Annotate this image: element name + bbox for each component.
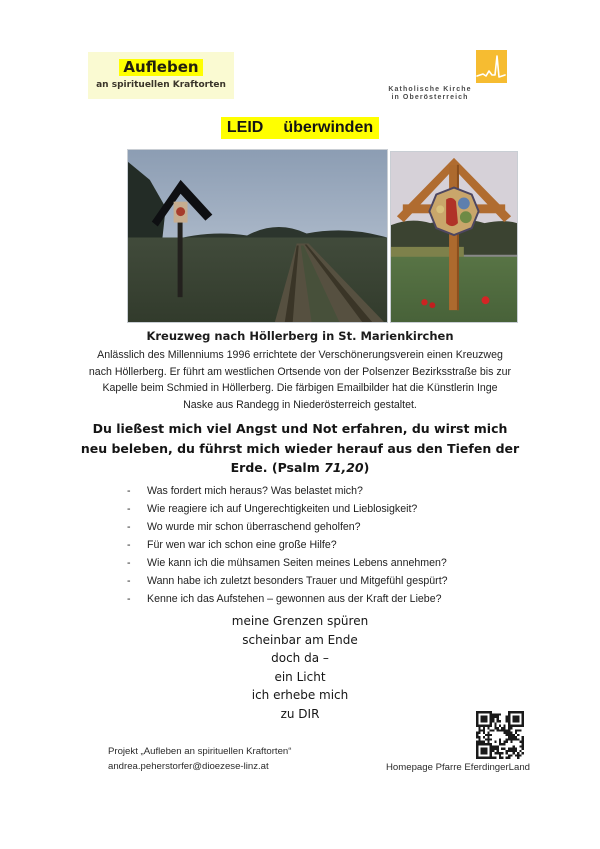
church-logo-icon <box>476 50 507 83</box>
psalm-ref-label: (Psalm <box>271 460 325 475</box>
title-word-2: überwinden <box>283 119 374 136</box>
poem-line: zu DIR <box>280 706 320 721</box>
question-item: - Wann habe ich zuletzt besonders Trauer und Mitgefühl gespürt? <box>125 572 515 590</box>
question-item: - Was fordert mich heraus? Was belastet mich? <box>125 482 515 500</box>
psalm-quote <box>78 419 522 478</box>
brand-subtitle: an spirituellen Kraftorten <box>96 80 226 90</box>
brand-title: Aufleben <box>119 59 202 76</box>
question-item: - Kenne ich das Aufstehen – gewonnen aus der Kraft der Liebe? <box>125 590 515 608</box>
title-word-1: LEID <box>226 119 264 136</box>
church-logo-line2: in Oberösterreich <box>391 94 469 101</box>
photo-wayside-cross <box>390 151 518 323</box>
intro-paragraph: Anlässlich des Millenniums 1996 errichtete der Verschönerungsverein einen Kreuzweg nach Höllerberg. Er führt am westlichen Ortsende von der Polsenzer Bezirksstraße bis zur Kapelle beim Schmied in Höllerberg. Die färbigen Emailbilder hat die Künstlerin Inge Naske aus Randegg in Niederösterreich gestaltet. <box>88 349 512 411</box>
page-title-highlight <box>221 117 379 139</box>
qr-code-icon <box>476 711 524 759</box>
footer-project-block <box>108 744 291 774</box>
question-item: - Für wen war ich schon eine große Hilfe? <box>125 536 515 554</box>
question-item: - Wie kann ich die mühsamen Seiten meines Lebens annehmen? <box>125 554 515 572</box>
photo-landscape-path <box>127 149 388 323</box>
church-logo <box>380 50 515 106</box>
psalm-ref-close: ) <box>363 460 370 475</box>
psalm-text: Du ließest mich viel Angst und Not erfahren, du wirst mich neu beleben, du führst mich wieder herauf aus den Tiefen der Erde. <box>80 421 520 475</box>
poem-line: doch da – <box>271 651 329 665</box>
footer-email: andrea.peherstorfer@dioezese-linz.at <box>108 761 269 772</box>
poem-line: meine Grenzen spüren <box>231 614 369 628</box>
poem <box>0 612 600 723</box>
footer-homepage: Homepage Pfarre EferdingerLand <box>386 762 530 773</box>
footer-project: Projekt „Aufleben an spirituellen Kraftorten“ <box>108 746 292 757</box>
poem-line: scheinbar am Ende <box>242 632 358 647</box>
photo-strip <box>127 149 518 323</box>
church-logo-line1: Katholische Kirche <box>388 86 472 93</box>
psalm-ref-number: 71,20 <box>324 460 364 475</box>
photo-caption: Kreuzweg nach Höllerberg in St. Marienkirchen <box>146 329 454 343</box>
page-title <box>0 117 600 139</box>
question-item: - Wie reagiere ich auf Ungerechtigkeiten und Lieblosigkeit? <box>125 500 515 518</box>
question-item: - Wo wurde mir schon überraschend geholfen? <box>125 518 515 536</box>
church-logo-text <box>380 86 480 102</box>
poem-line: ich erhebe mich <box>251 688 349 702</box>
poem-line: ein Licht <box>274 669 326 684</box>
question-list <box>125 482 515 608</box>
brand-box <box>88 52 234 99</box>
